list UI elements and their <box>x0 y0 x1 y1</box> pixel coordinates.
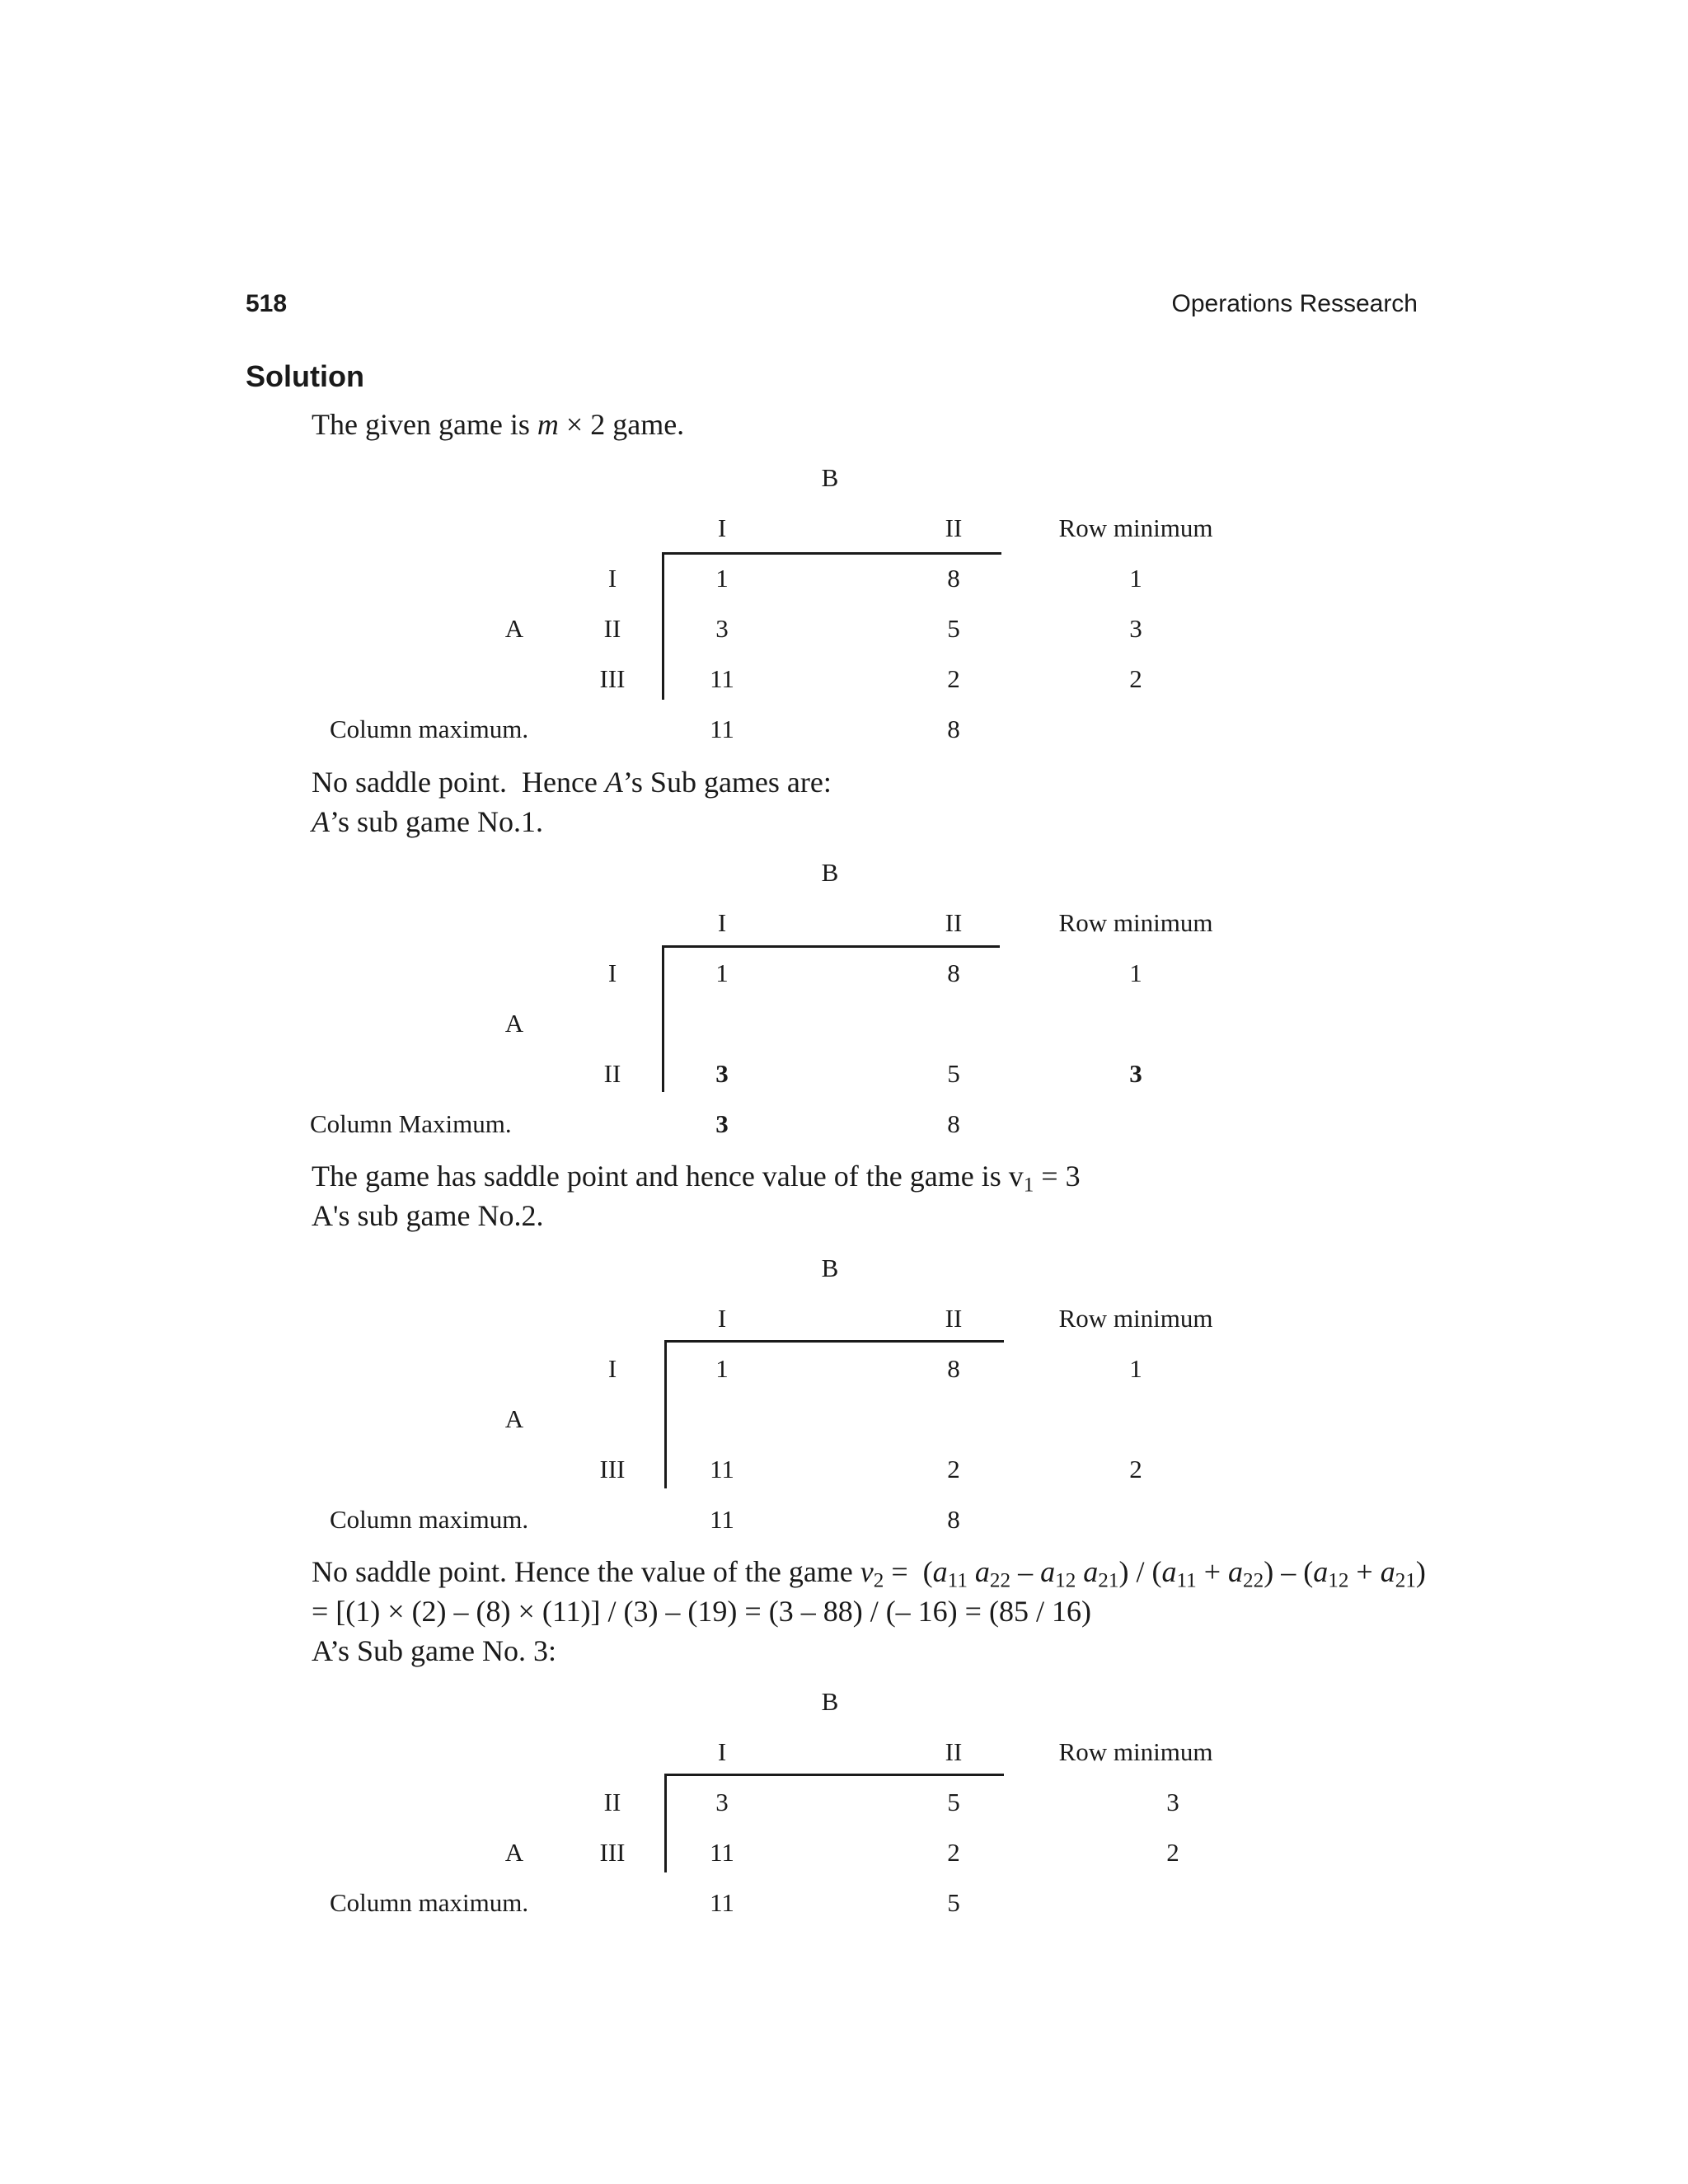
row-min-header: Row minimum <box>1058 1304 1213 1333</box>
row-min-header: Row minimum <box>1058 513 1213 542</box>
col-label-1: I <box>717 1304 727 1333</box>
row-label-1: I <box>607 1354 617 1383</box>
row-min-1: 3 <box>1166 1788 1179 1816</box>
col-max-2: 8 <box>947 1109 960 1138</box>
cell-1-2: 5 <box>947 1788 960 1816</box>
table-top-rule <box>662 552 1001 555</box>
row-label-1: I <box>607 958 617 987</box>
col-max-2: 8 <box>947 715 960 743</box>
player-b-label: B <box>821 1254 839 1282</box>
col-max-label: Column maximum. <box>330 1888 529 1917</box>
row-label-2: III <box>599 1838 626 1867</box>
table-left-rule <box>664 1774 667 1872</box>
page-number: 518 <box>246 290 288 317</box>
solution-heading: Solution <box>246 359 364 393</box>
sub2-title: A's sub game No.2. <box>312 1199 544 1232</box>
cell-2-1: 3 <box>715 614 729 643</box>
row-min-header: Row minimum <box>1058 1737 1213 1766</box>
intro-after: × 2 game. <box>558 408 685 441</box>
col-label-2: II <box>945 1304 963 1333</box>
sub1-title <box>312 804 543 839</box>
saddle-text <box>312 1159 1081 1197</box>
row-min-1: 1 <box>1129 564 1142 593</box>
cell-1-1: 3 <box>715 1788 729 1816</box>
intro-var: m <box>537 408 559 441</box>
intro-text <box>312 407 684 442</box>
sub1-title-var: A <box>312 805 330 838</box>
row-min-1: 1 <box>1129 958 1142 987</box>
row-label-2: II <box>603 614 621 643</box>
cell-1-1: 1 <box>715 564 729 593</box>
book-title: Operations Ressearch <box>1171 290 1418 317</box>
calc-text: = [(1) × (2) – (8) × (11)] / (3) – (19) = (3 – 88) / (– 16) = (85 / 16) <box>312 1595 1091 1628</box>
row-label-1: I <box>607 564 617 593</box>
cell-2-1: 11 <box>710 1838 734 1867</box>
col-max-1: 3 <box>715 1109 729 1138</box>
row-label-2: III <box>599 1455 626 1483</box>
cell-1-2: 8 <box>947 958 960 987</box>
row-min-header: Row minimum <box>1058 908 1213 937</box>
row-min-2: 3 <box>1129 1059 1142 1088</box>
table-left-rule <box>664 1340 667 1488</box>
table-left-rule <box>662 945 664 1092</box>
col-max-label: Column maximum. <box>330 715 529 743</box>
row-label-1: II <box>603 1788 621 1816</box>
col-max-1: 11 <box>710 1505 734 1534</box>
cell-1-1: 1 <box>715 1354 729 1383</box>
no-saddle-text-1: No saddle point. Hence A’s Sub games are: <box>312 766 832 799</box>
saddle-value: = 3 <box>1034 1160 1081 1193</box>
cell-3-2: 2 <box>947 664 960 693</box>
table-left-rule <box>662 552 664 700</box>
cell-1-2: 8 <box>947 564 960 593</box>
col-label-1: I <box>717 908 727 937</box>
no-saddle-text-2: No saddle point. Hence the value of the game $v_2 = (a_{11}$ $a_{22} - a_{12}$ $a_{21}) / (a_{11} + a_{22}) - (a_{12} + a_{21})$ <box>312 1555 1426 1592</box>
saddle-sub: 1 <box>1023 1174 1034 1197</box>
col-label-2: II <box>945 513 963 542</box>
table-top-rule <box>662 945 1000 948</box>
row-min-2: 2 <box>1166 1838 1179 1867</box>
table-top-rule <box>664 1340 1004 1343</box>
sub1-title-rest: ’s sub game No.1. <box>330 805 543 838</box>
row-label-3: III <box>599 664 626 693</box>
cell-2-2: 2 <box>947 1455 960 1483</box>
cell-2-2: 5 <box>947 614 960 643</box>
cell-3-1: 11 <box>710 664 734 693</box>
intro-before: The given game is <box>312 408 537 441</box>
cell-1-1: 1 <box>715 958 729 987</box>
col-max-2: 8 <box>947 1505 960 1534</box>
col-max-2: 5 <box>947 1888 960 1917</box>
saddle-text-main: The game has saddle point and hence value of the game is v <box>312 1160 1024 1193</box>
row-min-2: 2 <box>1129 1455 1142 1483</box>
player-a-label: A <box>504 1404 524 1433</box>
cell-1-2: 8 <box>947 1354 960 1383</box>
cell-2-1: 11 <box>710 1455 734 1483</box>
row-min-1: 1 <box>1129 1354 1142 1383</box>
col-label-1: I <box>717 513 727 542</box>
col-max-1: 11 <box>710 1888 734 1917</box>
col-label-2: II <box>945 908 963 937</box>
row-min-2: 3 <box>1129 614 1142 643</box>
cell-2-1: 3 <box>715 1059 729 1088</box>
row-label-2: II <box>603 1059 621 1088</box>
col-max-label: Column maximum. <box>330 1505 529 1534</box>
row-min-3: 2 <box>1129 664 1142 693</box>
cell-2-2: 5 <box>947 1059 960 1088</box>
player-a-label: A <box>504 1009 524 1038</box>
player-a-label: A <box>504 1838 524 1867</box>
player-b-label: B <box>821 858 839 887</box>
col-label-2: II <box>945 1737 963 1766</box>
table-top-rule <box>664 1774 1004 1776</box>
cell-2-2: 2 <box>947 1838 960 1867</box>
player-a-label: A <box>504 614 524 643</box>
col-max-label: Column Maximum. <box>310 1109 512 1138</box>
col-label-1: I <box>717 1737 727 1766</box>
player-b-label: B <box>821 1687 839 1716</box>
col-max-1: 11 <box>710 715 734 743</box>
sub3-title: A’s Sub game No. 3: <box>312 1634 556 1667</box>
player-b-label: B <box>821 463 839 492</box>
